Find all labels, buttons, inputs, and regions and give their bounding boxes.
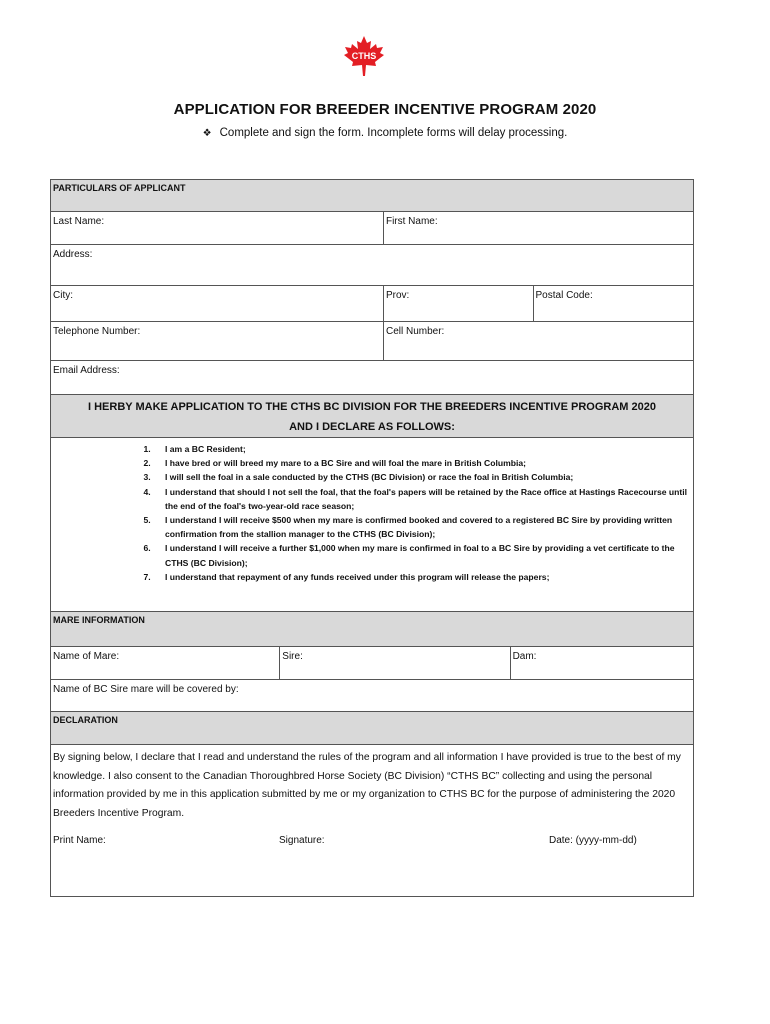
row-phones (50, 322, 694, 361)
bc-sire-field[interactable] (51, 680, 693, 711)
section-header-mare: MARE INFORMATION (50, 611, 694, 647)
row-mare (50, 647, 694, 680)
dam-field[interactable] (510, 647, 693, 679)
declare-heading-line2: AND I DECLARE AS FOLLOWS: (289, 421, 455, 433)
diamond-bullet-icon: ❖ (202, 128, 212, 139)
declare-list (50, 438, 694, 611)
declare-item: 5. I understand I will receive $500 when my mare is confirmed booked and covered to a registered BC Sire by providing written confirmation from the stallion manager to the CTHS (BC Division); (153, 513, 693, 541)
sire-field[interactable] (279, 647, 509, 679)
row-city (50, 286, 694, 322)
first-name-field[interactable] (383, 212, 693, 244)
prov-field[interactable] (383, 286, 533, 321)
last-name-label: Last Name: (53, 216, 105, 227)
name-of-mare-label: Name of Mare: (53, 651, 120, 662)
section-header-declaration: DECLARATION (50, 712, 694, 745)
logo-text: CTHS (351, 51, 377, 61)
subtitle-text: Complete and sign the form. Incomplete forms will delay processing. (219, 127, 568, 139)
declare-item: 1. I am a BC Resident; (153, 442, 693, 456)
name-of-mare-field[interactable] (51, 647, 279, 679)
cths-logo (341, 34, 387, 78)
declare-item: 2. I have bred or will breed my mare to a BC Sire and will foal the mare in British Columbia; (153, 456, 693, 470)
prov-label: Prov: (385, 290, 410, 301)
date-field[interactable]: Date: (yyyy-mm-dd) (549, 835, 637, 846)
cell-number-field[interactable] (383, 322, 693, 360)
address-field[interactable] (51, 245, 693, 285)
declare-heading-line1: I HERBY MAKE APPLICATION TO THE CTHS BC DIVISION FOR THE BREEDERS INCENTIVE PROGRAM 2020 (88, 401, 656, 413)
signature-row (50, 831, 694, 897)
bc-sire-label: Name of BC Sire mare will be covered by: (53, 684, 239, 695)
email-label: Email Address: (53, 365, 120, 376)
row-address (50, 245, 694, 286)
first-name-label: First Name: (385, 216, 438, 227)
postal-code-field[interactable] (533, 286, 694, 321)
row-bc-sire (50, 680, 694, 712)
address-label: Address: (53, 249, 93, 260)
last-name-field[interactable] (51, 212, 383, 244)
declare-item: 4. I understand that should I not sell the foal, that the foal's papers will be retained by the Race office at Hastings Racecourse until the end of the foal's two-year-old race season; (153, 485, 693, 513)
city-label: City: (53, 290, 73, 301)
postal-code-label: Postal Code: (535, 290, 593, 301)
declare-item: 7. I understand that repayment of any funds received under this program will release the papers; (153, 570, 693, 584)
declare-heading (50, 395, 694, 438)
telephone-label: Telephone Number: (53, 326, 141, 337)
declaration-text: By signing below, I declare that I read and understand the rules of the program and all information I have provided is true to the best of my knowledge. I also consent to the Canadian Thoroughbred Horse Society (BC Division) “CTHS BC” collecting and using the personal information provided by me in this application submitted by me or my organization to CTHS BC for the purpose of administering the 2020 Breeders Incentive Program. (50, 745, 694, 831)
signature-field[interactable]: Signature: (279, 835, 325, 846)
row-email (50, 361, 694, 395)
declare-item: 3. I will sell the foal in a sale conducted by the CTHS (BC Division) or race the foal in British Columbia; (153, 470, 693, 484)
page-subtitle (0, 127, 770, 139)
telephone-field[interactable] (51, 322, 383, 360)
declare-item: 6. I understand I will receive a further $1,000 when my mare is confirmed in foal to a BC Sire by providing a vet certificate to the CTHS (BC Division); (153, 541, 693, 569)
city-field[interactable] (51, 286, 383, 321)
dam-label: Dam: (512, 651, 537, 662)
maple-leaf-icon (341, 34, 387, 78)
application-form (50, 179, 694, 897)
email-field[interactable] (51, 361, 693, 394)
row-names (50, 212, 694, 245)
section-header-applicant: PARTICULARS OF APPLICANT (50, 179, 694, 212)
print-name-field[interactable]: Print Name: (53, 835, 106, 846)
cell-number-label: Cell Number: (385, 326, 445, 337)
sire-label: Sire: (282, 651, 303, 662)
page-title: APPLICATION FOR BREEDER INCENTIVE PROGRAM 2020 (173, 101, 597, 118)
